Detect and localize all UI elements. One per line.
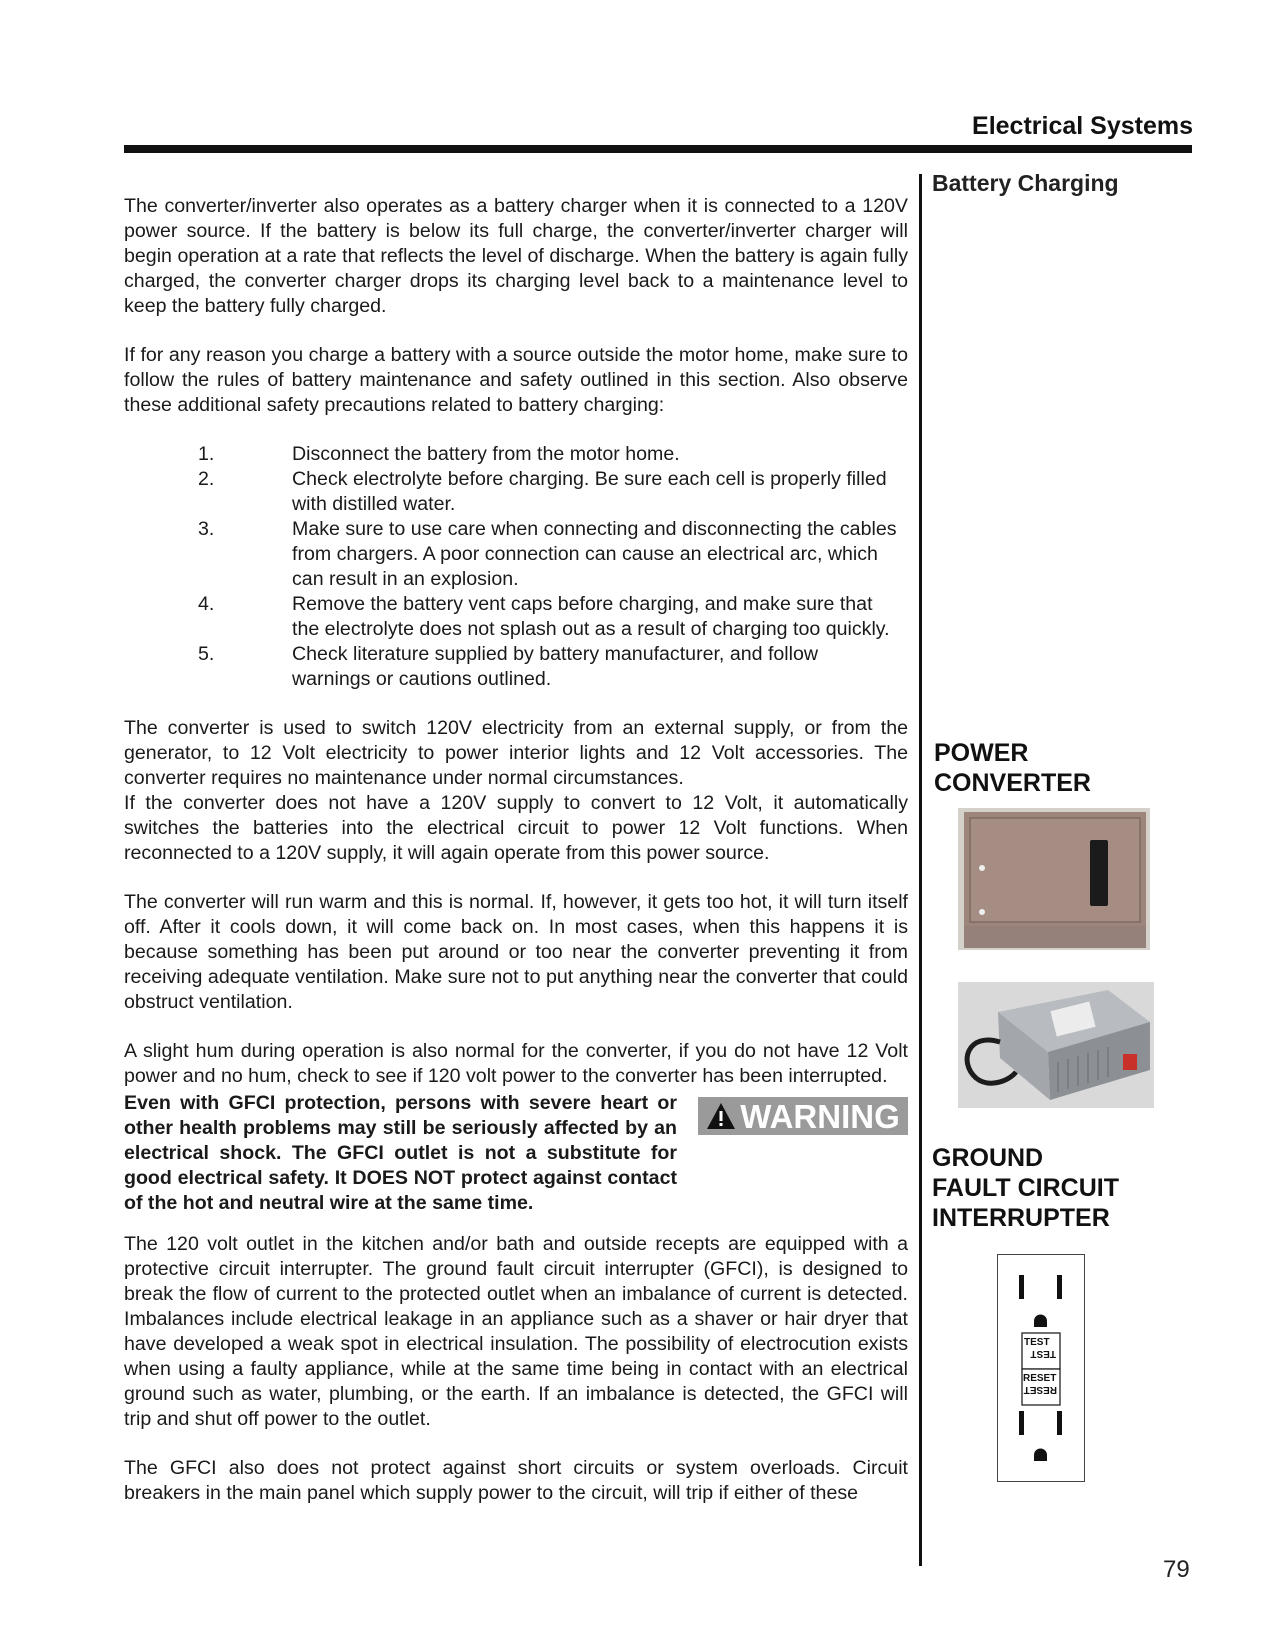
heading-line: INTERRUPTER — [932, 1204, 1110, 1232]
svg-text:RESET: RESET — [1023, 1384, 1057, 1395]
paragraph-converter-switch: If the converter does not have a 120V supply to convert to 12 Volt, it automatically switches the batteries into the electrical circuit to power 12 Volt functions. When reconnected to a 120V supply, it will again operate from this power source. — [124, 792, 908, 864]
paragraph-gfci-limits: The GFCI also does not protect against short circuits or system overloads. Circuit breakers in the main panel which supply power to the circuit, will trip if either of these — [124, 1457, 908, 1504]
list-item — [124, 467, 908, 517]
warning-block — [124, 1091, 908, 1216]
list-number: 5. — [198, 643, 215, 665]
paragraph-outside-charging: If for any reason you charge a battery with a source outside the motor home, make sure to follow the rules of battery maintenance and safety outlined in this section. Also observe these additional safety precautions related to battery charging: — [124, 344, 908, 416]
precautions-list — [124, 442, 908, 692]
main-column — [124, 194, 908, 1506]
heading-line: FAULT CIRCUIT — [932, 1174, 1120, 1202]
header-rule — [124, 145, 1192, 153]
paragraph-converter-hum: A slight hum during operation is also normal for the converter, if you do not have 12 Volt power and no hum, check to see if 120 volt power to the converter has been interrupted. — [124, 1040, 908, 1087]
paragraph-battery-charger: The converter/inverter also operates as a battery charger when it is connected to a 120V power source. If the battery is below its full charge, the converter/inverter charger will begin operation at a rate that reflects the level of discharge. When the battery is again fully charged, the converter charger drops its charging level back to a maintenance level to keep the battery fully charged. — [124, 195, 908, 317]
warning-label: WARNING — [740, 1097, 900, 1135]
page-number: 79 — [1163, 1556, 1190, 1583]
list-text: Remove the battery vent caps before charging, and make sure that the electrolyte does not splash out as a result of charging too quickly. — [292, 593, 890, 640]
svg-text:TEST: TEST — [1030, 1348, 1056, 1359]
column-divider — [919, 174, 922, 1566]
list-number: 2. — [198, 468, 215, 490]
heading-line: POWER — [934, 739, 1029, 767]
paragraph-gfci-description: The 120 volt outlet in the kitchen and/or bath and outside recepts are equipped with a protective circuit interrupter. The ground fault circuit interrupter (GFCI), is designed to break the flow of current to the protected outlet when an imbalance of current is detected. Imbalances include electrical leakage in an appliance such as a shaver or hair dryer that have developed a weak spot in electrical insulation. The possibility of electrocution exists when using a faulty appliance, while at the same time being in contact with an electrical ground such as water, plumbing, or the earth. If an imbalance is detected, the GFCI will trip and shut off power to the outlet. — [124, 1233, 908, 1430]
converter-unit-photo — [958, 982, 1154, 1108]
gfci-heading — [932, 1143, 1119, 1233]
list-item — [124, 642, 908, 692]
list-text: Make sure to use care when connecting and disconnecting the cables from chargers. A poor connection can cause an electrical arc, which can result in an explosion. — [292, 518, 897, 590]
list-text: Check literature supplied by battery manufacturer, and follow warnings or cautions outlined. — [292, 643, 819, 690]
converter-panel-photo — [958, 808, 1150, 950]
list-number: 4. — [198, 593, 215, 615]
list-item — [124, 517, 908, 592]
paragraph-converter-use: The converter is used to switch 120V electricity from an external supply, or from the generator, to 12 Volt electricity to power interior lights and 12 Volt accessories. The converter requires no maintenance under normal circumstances. — [124, 717, 908, 789]
heading-line: GROUND — [932, 1144, 1044, 1172]
gfci-outlet-illustration — [997, 1254, 1085, 1482]
list-number: 3. — [198, 518, 215, 540]
list-text: Disconnect the battery from the motor home. — [292, 443, 680, 465]
section-title: Electrical Systems — [972, 112, 1193, 140]
warning-triangle-icon — [706, 1102, 736, 1130]
warning-text: Even with GFCI protection, persons with severe heart or other health problems may still be seriously affected by an electrical shock. The GFCI outlet is not a substitute for good electrical safety. It DOES NOT protect against contact of the hot and neutral wire at the same time. — [124, 1092, 677, 1214]
power-converter-heading — [934, 738, 1091, 798]
warning-badge — [698, 1097, 908, 1135]
outlet-reset-label: RESET — [1023, 1373, 1057, 1384]
outlet-test-label: TEST — [1024, 1337, 1050, 1348]
list-item — [124, 442, 908, 467]
battery-charging-heading: Battery Charging — [932, 170, 1119, 196]
list-item — [124, 592, 908, 642]
list-text: Check electrolyte before charging. Be sure each cell is properly filled with distilled water. — [292, 468, 887, 515]
heading-line: CONVERTER — [934, 769, 1091, 797]
list-number: 1. — [198, 443, 215, 465]
paragraph-converter-warm: The converter will run warm and this is normal. If, however, it gets too hot, it will turn itself off. After it cools down, it will come back on. In most cases, when this happens it is because something has been put around or too near the converter preventing it from receiving adequate ventilation. Make sure not to put anything near the converter that could obstruct ventilation. — [124, 891, 908, 1013]
